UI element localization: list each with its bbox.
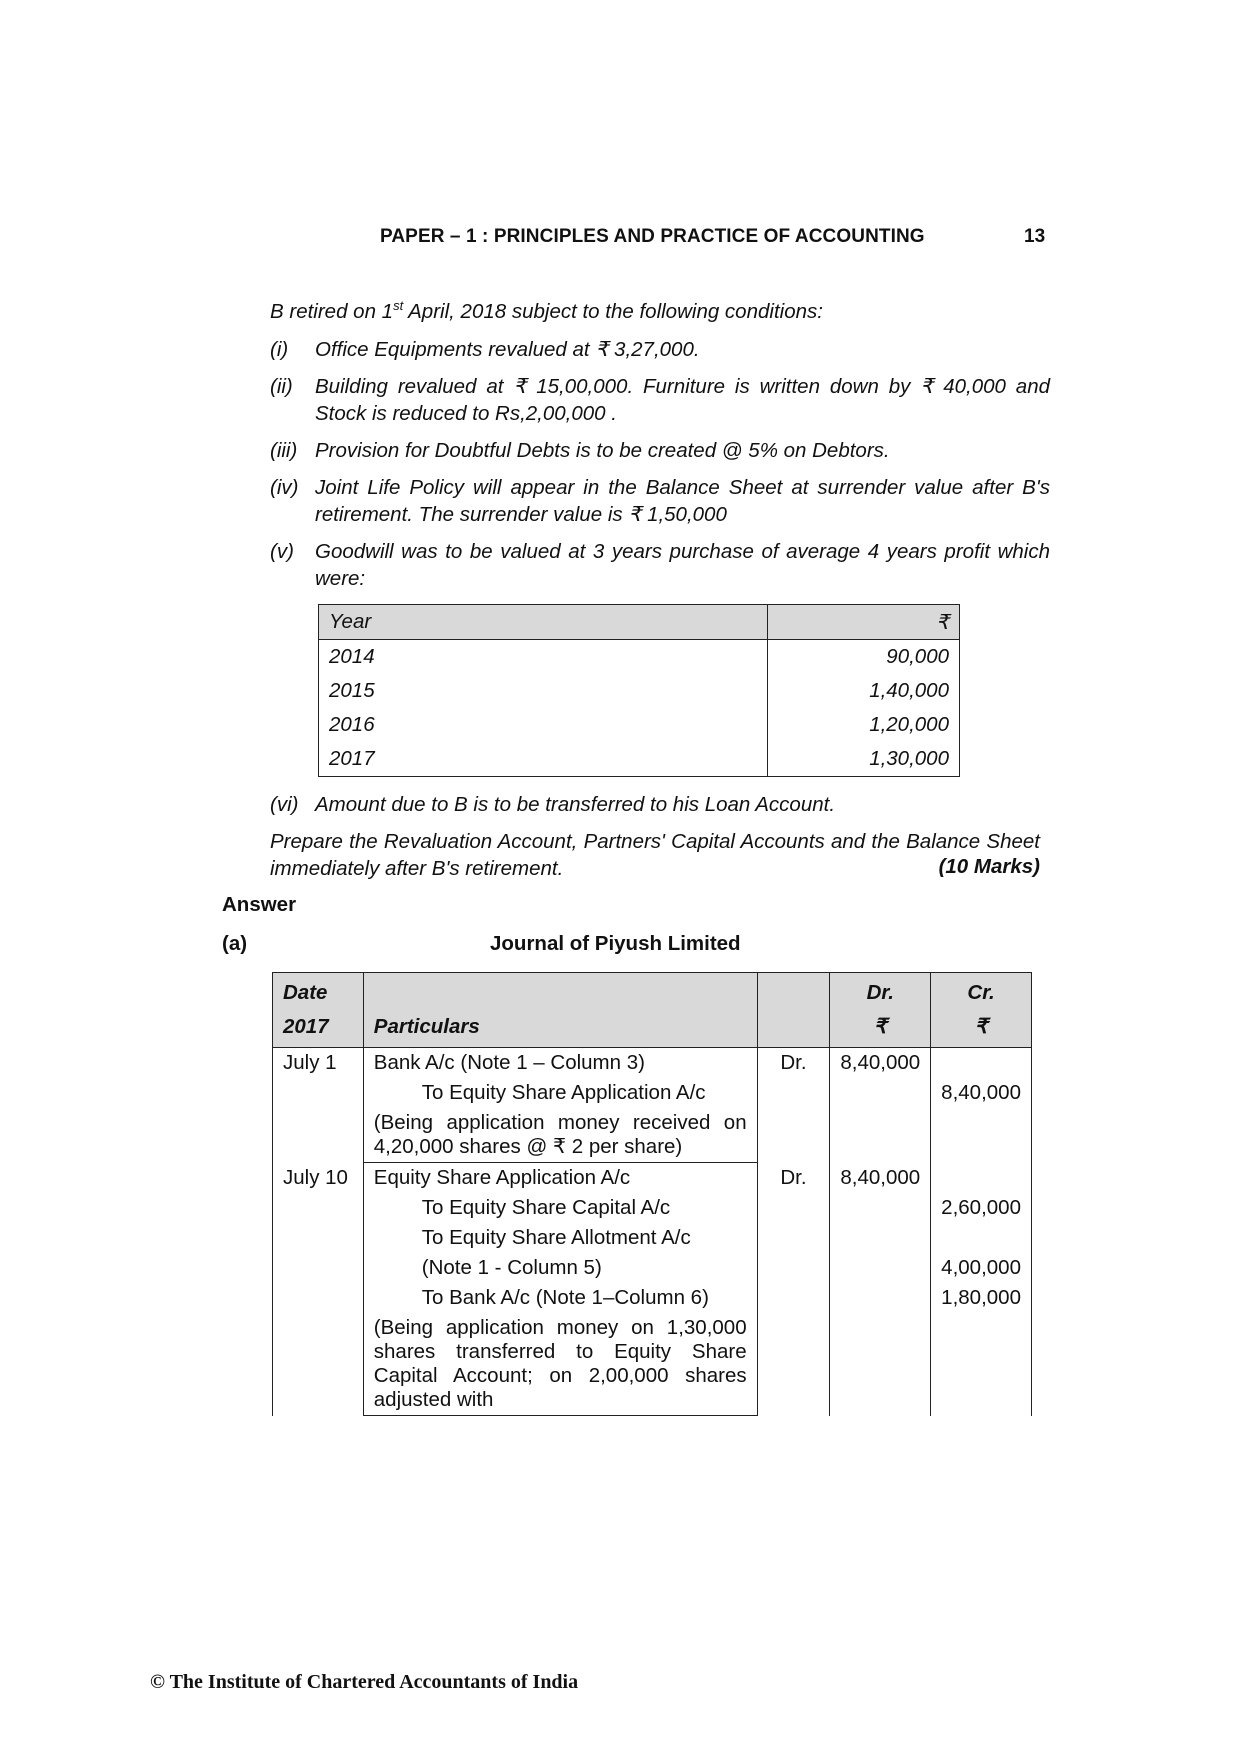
condition-text: Amount due to B is to be transferred to his Loan Account. bbox=[315, 793, 836, 816]
condition-item bbox=[270, 474, 1050, 528]
table-row bbox=[319, 674, 960, 708]
condition-text: Building revalued at ₹ 15,00,000. Furniture is written down by ₹ 40,000 and Stock is reduced to Rs,2,00,000 . bbox=[315, 375, 1050, 425]
condition-item bbox=[270, 791, 1050, 818]
year-cell: 2014 bbox=[319, 640, 768, 675]
credit-cell bbox=[931, 1048, 1032, 1079]
debit-cell: 8,40,000 bbox=[830, 1048, 931, 1079]
intro-before: B retired on 1 bbox=[270, 299, 394, 323]
date-cell bbox=[273, 1223, 364, 1253]
date-cell bbox=[273, 1193, 364, 1223]
debit-cell bbox=[830, 1078, 931, 1108]
date-header bbox=[273, 973, 364, 1048]
table-row bbox=[319, 742, 960, 777]
debit-header bbox=[830, 973, 931, 1048]
particulars-cell: To Bank A/c (Note 1–Column 6) bbox=[363, 1283, 757, 1313]
page-number: 13 bbox=[1024, 226, 1046, 247]
amount-cell: 1,30,000 bbox=[768, 742, 960, 777]
narration-cell: (Being application money received on 4,20,000 shares @ ₹ 2 per share) bbox=[363, 1108, 757, 1163]
condition-number: (ii) bbox=[270, 375, 293, 398]
credit-cell bbox=[931, 1163, 1032, 1194]
footer-copyright: © The Institute of Chartered Accountants of India bbox=[150, 1671, 579, 1693]
currency-icon: ₹ bbox=[873, 1015, 887, 1038]
year-label: 2017 bbox=[283, 1015, 329, 1038]
cr-label: Cr. bbox=[967, 981, 995, 1004]
condition-text: Office Equipments revalued at ₹ 3,27,000. bbox=[315, 338, 700, 361]
dr-label: Dr. bbox=[866, 981, 894, 1004]
particulars-cell: To Equity Share Capital A/c bbox=[363, 1193, 757, 1223]
table-row bbox=[273, 1253, 1032, 1283]
credit-cell: 8,40,000 bbox=[931, 1078, 1032, 1108]
debit-cell bbox=[830, 1193, 931, 1223]
condition-text: Goodwill was to be valued at 3 years purchase of average 4 years profit which were: bbox=[315, 540, 1050, 590]
condition-number: (v) bbox=[270, 540, 294, 563]
condition-text: Provision for Doubtful Debts is to be created @ 5% on Debtors. bbox=[315, 439, 890, 462]
journal-table bbox=[272, 972, 1032, 1416]
drcr-cell bbox=[757, 1253, 830, 1283]
table-row bbox=[273, 1108, 1032, 1163]
credit-cell bbox=[931, 1223, 1032, 1253]
credit-cell: 4,00,000 bbox=[931, 1253, 1032, 1283]
goodwill-profit-table bbox=[318, 604, 960, 777]
table-row bbox=[273, 1078, 1032, 1108]
intro-sup: st bbox=[393, 298, 404, 313]
table-row bbox=[273, 1283, 1032, 1313]
drcr-cell bbox=[757, 1108, 830, 1163]
drcr-cell: Dr. bbox=[757, 1163, 830, 1194]
date-cell: July 1 bbox=[273, 1048, 364, 1079]
particulars-cell: Equity Share Application A/c bbox=[363, 1163, 757, 1194]
amount-cell: 1,20,000 bbox=[768, 708, 960, 742]
table-row bbox=[273, 1223, 1032, 1253]
credit-cell bbox=[931, 1108, 1032, 1163]
drcr-cell bbox=[757, 1223, 830, 1253]
table-row bbox=[273, 1313, 1032, 1416]
date-cell bbox=[273, 1078, 364, 1108]
amount-cell: 90,000 bbox=[768, 640, 960, 675]
condition-item bbox=[270, 437, 1050, 464]
intro-after: April, 2018 subject to the following conditions: bbox=[403, 299, 823, 323]
instruction-text: Prepare the Revaluation Account, Partners' Capital Accounts and the Balance Sheet immediately after B's retirement. bbox=[270, 830, 1040, 880]
marks-label: (10 Marks) bbox=[938, 855, 1040, 878]
condition-number: (i) bbox=[270, 338, 289, 361]
drcr-cell bbox=[757, 1283, 830, 1313]
debit-cell bbox=[830, 1253, 931, 1283]
condition-item bbox=[270, 336, 1050, 363]
currency-header: ₹ bbox=[768, 605, 960, 640]
particulars-cell: To Equity Share Application A/c bbox=[363, 1078, 757, 1108]
instruction-paragraph bbox=[270, 828, 1040, 882]
drcr-header bbox=[757, 973, 830, 1048]
credit-header bbox=[931, 973, 1032, 1048]
drcr-cell bbox=[757, 1313, 830, 1416]
year-cell: 2016 bbox=[319, 708, 768, 742]
date-cell: July 10 bbox=[273, 1163, 364, 1194]
intro-text bbox=[270, 298, 823, 324]
date-cell bbox=[273, 1313, 364, 1416]
condition-number: (iv) bbox=[270, 476, 299, 499]
currency-icon: ₹ bbox=[974, 1015, 988, 1038]
table-row bbox=[273, 1048, 1032, 1079]
particulars-header: Particulars bbox=[363, 973, 757, 1048]
condition-text: Joint Life Policy will appear in the Balance Sheet at surrender value after B's retirement. The surrender value is ₹ 1,50,000 bbox=[315, 476, 1050, 526]
condition-number: (iii) bbox=[270, 439, 298, 462]
drcr-cell: Dr. bbox=[757, 1048, 830, 1079]
date-cell bbox=[273, 1283, 364, 1313]
date-cell bbox=[273, 1108, 364, 1163]
condition-number: (vi) bbox=[270, 793, 299, 816]
credit-cell: 1,80,000 bbox=[931, 1283, 1032, 1313]
amount-cell: 1,40,000 bbox=[768, 674, 960, 708]
date-label: Date bbox=[283, 981, 328, 1004]
particulars-cell: Bank A/c (Note 1 – Column 3) bbox=[363, 1048, 757, 1079]
year-header: Year bbox=[319, 605, 768, 640]
narration-cell: (Being application money on 1,30,000 shares transferred to Equity Share Capital Account; on 2,00,000 shares adjusted with bbox=[363, 1313, 757, 1416]
drcr-cell bbox=[757, 1078, 830, 1108]
table-row bbox=[273, 1193, 1032, 1223]
part-label: (a) bbox=[222, 932, 248, 955]
date-cell bbox=[273, 1253, 364, 1283]
table-row bbox=[319, 708, 960, 742]
debit-cell bbox=[830, 1108, 931, 1163]
year-cell: 2017 bbox=[319, 742, 768, 777]
particulars-cell: To Equity Share Allotment A/c bbox=[363, 1223, 757, 1253]
drcr-cell bbox=[757, 1193, 830, 1223]
particulars-cell: (Note 1 - Column 5) bbox=[363, 1253, 757, 1283]
answer-heading: Answer bbox=[222, 893, 297, 916]
journal-title: Journal of Piyush Limited bbox=[490, 932, 741, 955]
year-cell: 2015 bbox=[319, 674, 768, 708]
credit-cell bbox=[931, 1313, 1032, 1416]
debit-cell: 8,40,000 bbox=[830, 1163, 931, 1194]
credit-cell: 2,60,000 bbox=[931, 1193, 1032, 1223]
condition-item bbox=[270, 373, 1050, 427]
table-row bbox=[273, 1163, 1032, 1194]
table-row bbox=[319, 640, 960, 675]
debit-cell bbox=[830, 1313, 931, 1416]
debit-cell bbox=[830, 1283, 931, 1313]
condition-item bbox=[270, 538, 1050, 592]
debit-cell bbox=[830, 1223, 931, 1253]
page-header-title: PAPER – 1 : PRINCIPLES AND PRACTICE OF ACCOUNTING bbox=[380, 226, 925, 247]
